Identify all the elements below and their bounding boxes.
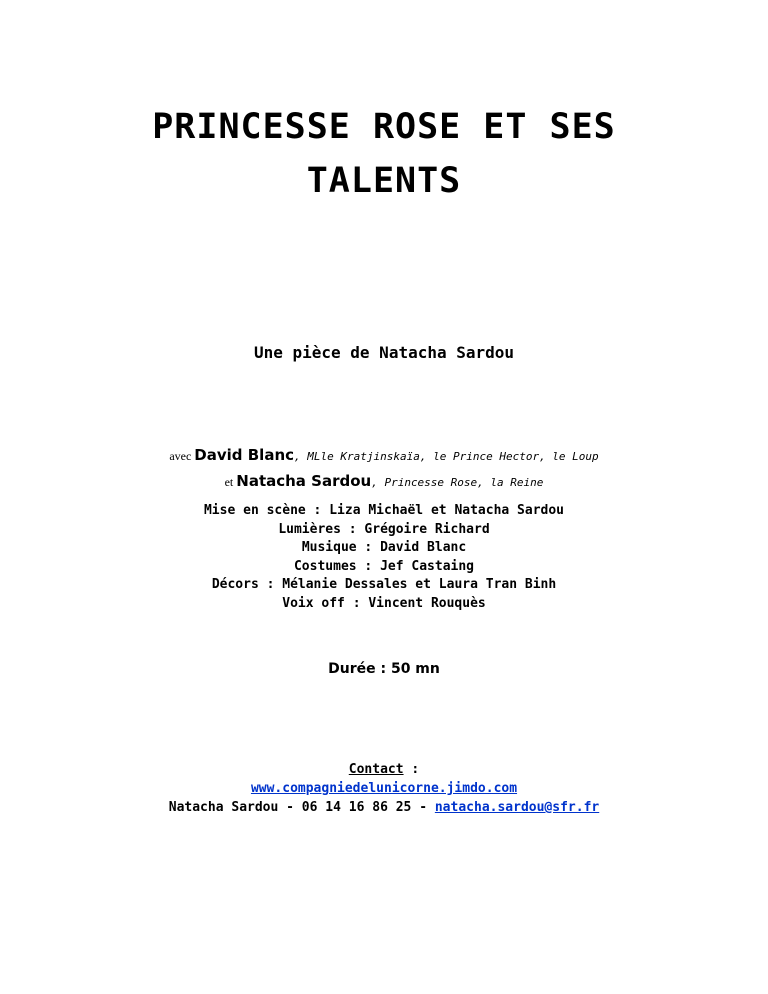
actor-roles: , MLle Kratjinskaïa, le Prince Hector, le Loup	[294, 450, 599, 463]
page-title	[0, 100, 768, 208]
credit-line: Lumières : Grégoire Richard	[278, 521, 490, 537]
credit-line: Costumes : Jef Castaing	[293, 558, 474, 574]
contact-block	[0, 760, 768, 817]
actor-name: David Blanc	[194, 446, 295, 464]
cast-prefix: et	[224, 475, 234, 489]
actor-roles: , Princesse Rose, la Reine	[371, 476, 544, 489]
duration: Durée : 50 mn	[328, 661, 440, 677]
cast-line	[0, 469, 768, 495]
credit-line: Voix off : Vincent Rouquès	[282, 595, 486, 611]
credit-line: Décors : Mélanie Dessales et Laura Tran Binh	[211, 577, 557, 592]
website-link[interactable]: www.compagniedelunicorne.jimdo.com	[250, 781, 518, 796]
contact-heading	[0, 760, 768, 779]
email-link[interactable]: natacha.sardou@sfr.fr	[434, 800, 600, 815]
credit-line: Musique : David Blanc	[301, 540, 467, 555]
title-line-1: PRINCESSE ROSE ET SES	[152, 107, 616, 147]
cast-line	[0, 443, 768, 469]
cast-list	[0, 443, 768, 495]
subtitle: Une pièce de Natacha Sardou	[253, 343, 515, 362]
contact-person: Natacha Sardou - 06 14 16 86 25 -	[168, 800, 435, 815]
title-line-2: TALENTS	[306, 161, 462, 201]
contact-separator: :	[403, 762, 420, 777]
credits-list	[0, 502, 768, 613]
actor-name: Natacha Sardou	[236, 472, 372, 490]
contact-label: Contact	[348, 762, 404, 777]
cast-prefix: avec	[169, 449, 192, 463]
credit-line: Mise en scène : Liza Michaël et Natacha Sardou	[203, 503, 565, 518]
contact-line	[0, 798, 768, 817]
